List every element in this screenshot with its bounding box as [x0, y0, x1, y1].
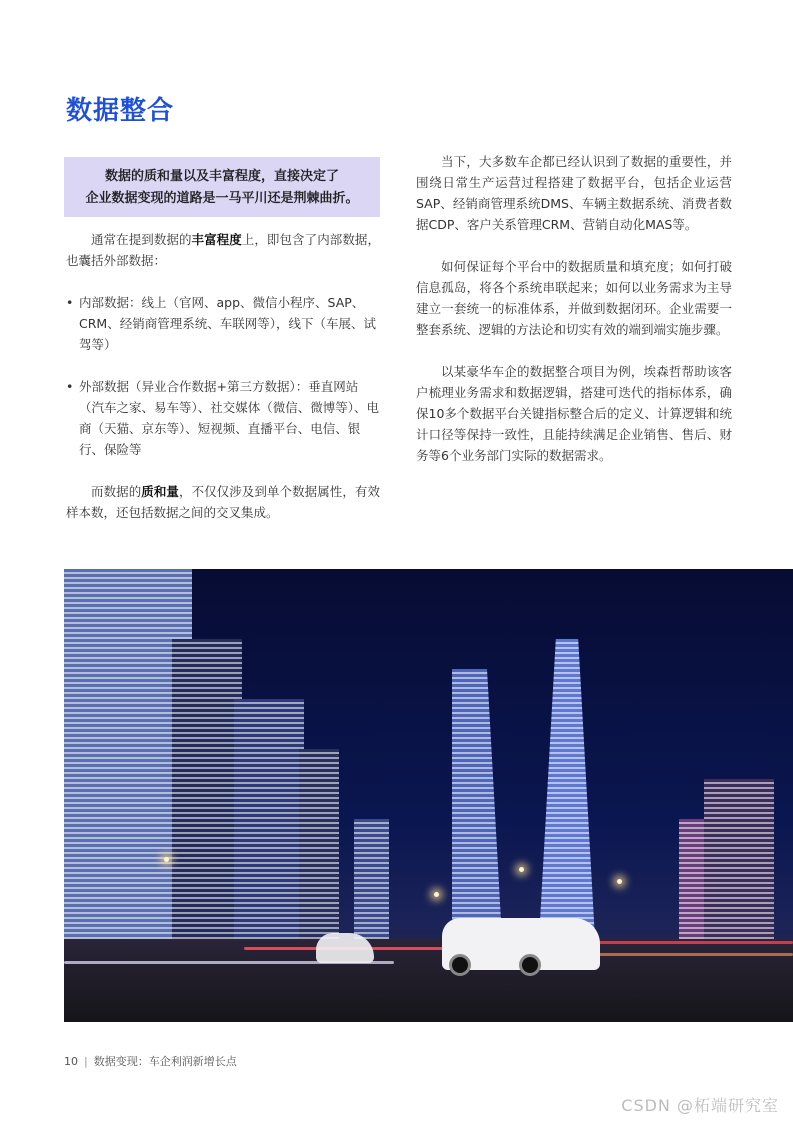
building [299, 749, 339, 939]
callout-line-1: 数据的质和量以及丰富程度，直接决定了 [104, 169, 339, 184]
watermark: CSDN @柘端研究室 [621, 1096, 779, 1115]
page-number: 10 [64, 1055, 78, 1068]
right-column [416, 151, 732, 487]
street-lamp [164, 857, 169, 862]
footer-divider: | [84, 1055, 88, 1068]
case-paragraph: 以某豪华车企的数据整合项目为例，埃森哲帮助该客户梳理业务需求和数据逻辑，搭建可迭代的指标体系，确保10多个数据平台关键指标整合后的定义、计算逻辑和统计口径等保持一致性，且能持续满足企业销售、售后、财务等6个业务部门实际的数据需求。 [416, 364, 732, 463]
building [354, 819, 389, 939]
building [704, 779, 774, 939]
list-item: • 外部数据（异业合作数据+第三方数据）：垂直网站（汽车之家、易车等）、社交媒体（微信、微博等）、电商（天猫、京东等）、短视频、直播平台、电信、银行、保险等 [66, 376, 380, 460]
platform-paragraph: 当下，大多数车企都已经认识到了数据的重要性，并围绕日常生产运营过程搭建了数据平台，包括企业运营SAP、经销商管理系统DMS、车辆主数据系统、消费者数据CDP、客户关系管理CRM、营销自动化MAS等。 [416, 154, 732, 232]
quality-question-paragraph: 如何保证每个平台中的数据质量和填充度；如何打破信息孤岛，将各个系统串联起来；如何以业务需求为主导建立一套统一的标准体系，并做到数据闭环。企业需要一整套系统、逻辑的方法论和切实有效的端到端实施步骤。 [416, 259, 732, 337]
bold-quality: 质和量 [141, 484, 179, 499]
city-night-photo [64, 569, 793, 1022]
bold-richness: 丰富程度 [191, 232, 242, 247]
left-column [66, 229, 380, 544]
page-title: 数据整合 [66, 96, 175, 126]
data-source-list [66, 292, 380, 460]
quality-paragraph: 而数据的质和量，不仅仅涉及到单个数据属性，有效样本数，还包括数据之间的交叉集成。 [66, 484, 380, 520]
road [64, 939, 793, 1022]
car-wheel [519, 954, 541, 976]
building [172, 639, 242, 939]
street-lamp [617, 879, 622, 884]
list-item: • 内部数据：线上（官网、app、微信小程序、SAP、CRM、经销商管理系统、车联网等），线下（车展、试驾等） [66, 292, 380, 355]
street-lamp [434, 892, 439, 897]
building [539, 639, 595, 939]
light-trail [584, 953, 793, 956]
building [234, 699, 304, 939]
building [452, 669, 502, 939]
callout-line-2: 企业数据变现的道路是一马平川还是荆棘曲折。 [85, 191, 359, 206]
callout-box [64, 157, 380, 217]
footer-section: 数据变现：车企利润新增长点 [93, 1055, 237, 1068]
page-footer [64, 1053, 237, 1069]
car-wheel [449, 954, 471, 976]
street-lamp [519, 867, 524, 872]
intro-paragraph: 通常在提到数据的丰富程度上，即包含了内部数据，也囊括外部数据： [66, 232, 380, 268]
